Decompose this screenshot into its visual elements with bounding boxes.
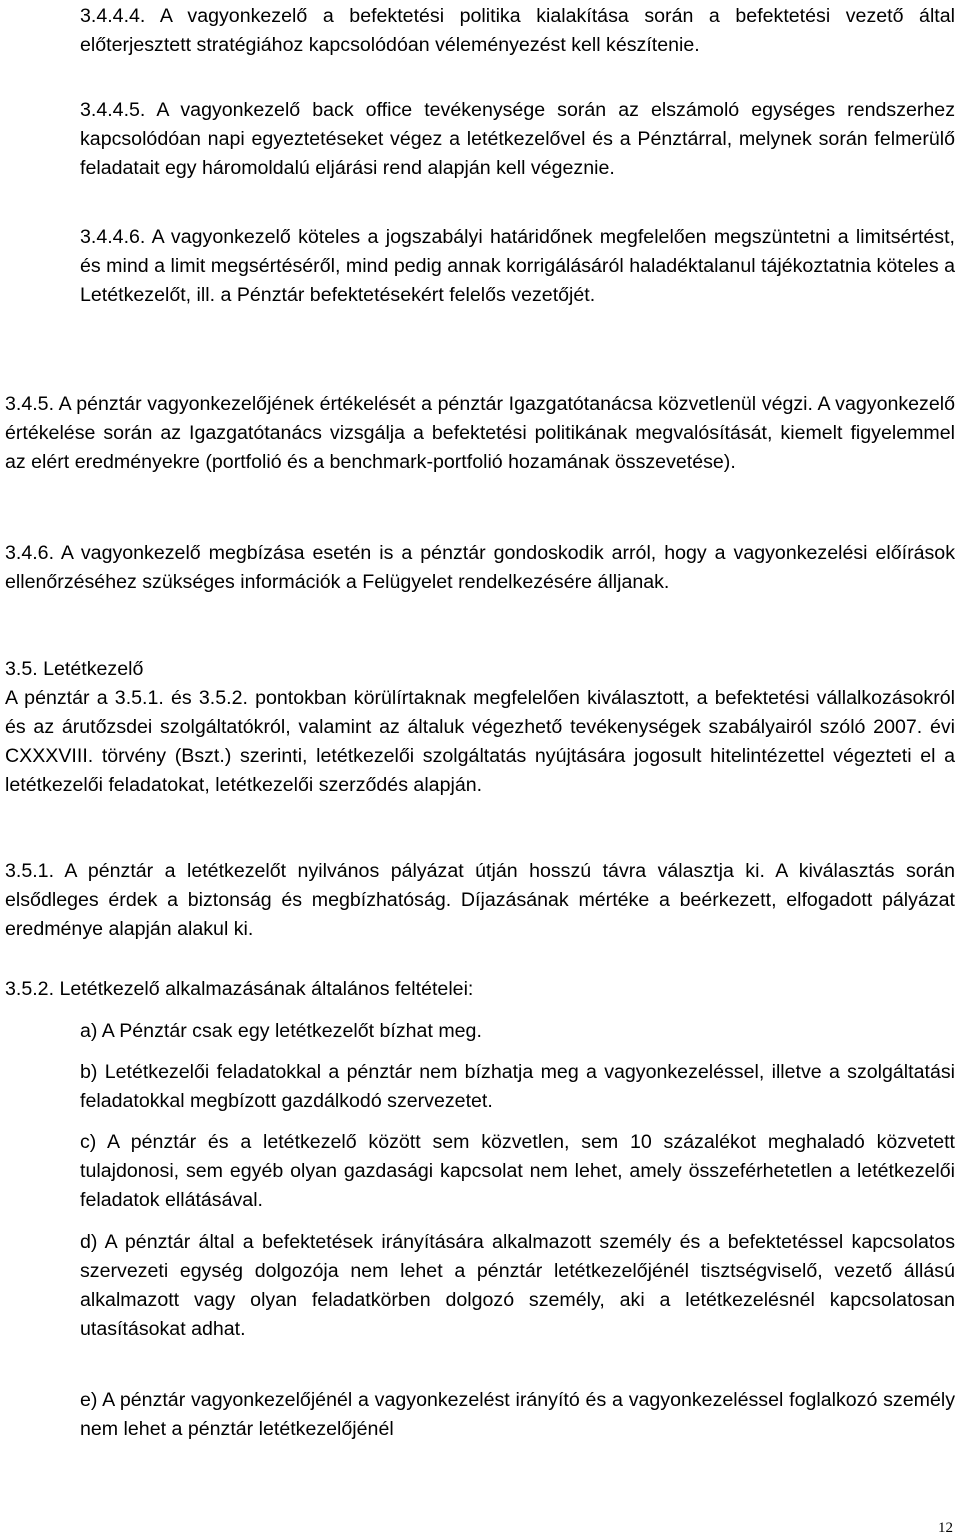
paragraph-3-4-5: 3.4.5. A pénztár vagyonkezelőjének értékelését a pénztár Igazgatótanácsa közvetlenül végzi. A vagyonkezelő értékelése során az Igazgatótanács vizsgálja a befektetési politikának megvalósítását, kiemelt figyelemmel az elért eredményekre (portfolió és a benchmark-portfolió hozamának összevetése). <box>5 393 955 473</box>
list-item-a: a) A Pénztár csak egy letétkezelőt bízhat meg. <box>80 1020 482 1042</box>
paragraph-3-5-1: 3.5.1. A pénztár a letétkezelőt nyilvános pályázat útján hosszú távra választja ki. A kiválasztás során elsődleges érdek a biztonság és megbízhatóság. Díjazásának mértéke a beérkezett, elfogadott pályázat eredménye alapján alakul ki. <box>5 860 955 940</box>
paragraph-3-4-4-6: 3.4.4.6. A vagyonkezelő köteles a jogszabályi határidőnek megfelelően megszüntetni a limitsértést, és mind a limit megsértéséről, mind pedig annak korrigálásáról haladéktalanul tájékoztatnia köteles a Letétkezelőt, ill. a Pénztár befektetésekért felelős vezetőjét. <box>80 226 955 306</box>
list-item-c: c) A pénztár és a letétkezelő között sem közvetlen, sem 10 százalékot meghaladó közvetett tulajdonosi, sem egyéb olyan gazdasági kapcsolat nem lehet, amely összeférhetetlen a letétkezelői feladatok ellátásával. <box>80 1131 955 1211</box>
paragraph-3-5-2: 3.5.2. Letétkezelő alkalmazásának általános feltételei: <box>5 978 474 1000</box>
paragraph-3-4-4-4: 3.4.4.4. A vagyonkezelő a befektetési politika kialakítása során a befektetési vezető által előterjesztett stratégiához kapcsolódóan véleményezést kell készítenie. <box>80 5 955 56</box>
paragraph-3-5: A pénztár a 3.5.1. és 3.5.2. pontokban körülírtaknak megfelelően kiválasztott, a befektetési vállalkozásokról és az árutőzsdei szolgáltatókról, valamint az általuk végezhető tevékenységek szabályairól szóló 2007. évi CXXXVIII. törvény (Bszt.) szerinti, letétkezelői szolgáltatás nyújtására jogosult hitelintézettel végezteti el a letétkezelői feladatokat, letétkezelői szerződés alapján. <box>5 687 955 796</box>
list-item-b: b) Letétkezelői feladatokkal a pénztár nem bízhatja meg a vagyonkezeléssel, illetve a szolgáltatási feladatokkal megbízott gazdálkodó szervezetet. <box>80 1061 955 1112</box>
paragraph-3-4-4-5: 3.4.4.5. A vagyonkezelő back office tevékenysége során az elszámoló egységes rendszerhez kapcsolódóan napi egyeztetéseket végez a letétkezelővel és a Pénztárral, melynek során felmerülő feladatait egy háromoldalú eljárási rend alapján kell végeznie. <box>80 99 955 179</box>
paragraph-3-4-6: 3.4.6. A vagyonkezelő megbízása esetén is a pénztár gondoskodik arról, hogy a vagyonkezelési előírások ellenőrzéséhez szükséges információk a Felügyelet rendelkezésére álljanak. <box>5 542 955 593</box>
list-item-e: e) A pénztár vagyonkezelőjénél a vagyonkezelést irányító és a vagyonkezeléssel foglalkozó személy nem lehet a pénztár letétkezelőjénél <box>80 1389 955 1440</box>
page-number: 12 <box>938 1520 953 1536</box>
section-heading-3-5: 3.5. Letétkezelő <box>5 658 144 680</box>
list-item-d: d) A pénztár által a befektetések irányítására alkalmazott személy és a befektetéssel kapcsolatos szervezeti egység dolgozója nem lehet a pénztár letétkezelőjénél tisztségviselő, vezető állású alkalmazott vagy olyan feladatkörben dolgozó személy, aki a letétkezelésnél kapcsolatosan utasításokat adhat. <box>80 1231 955 1340</box>
